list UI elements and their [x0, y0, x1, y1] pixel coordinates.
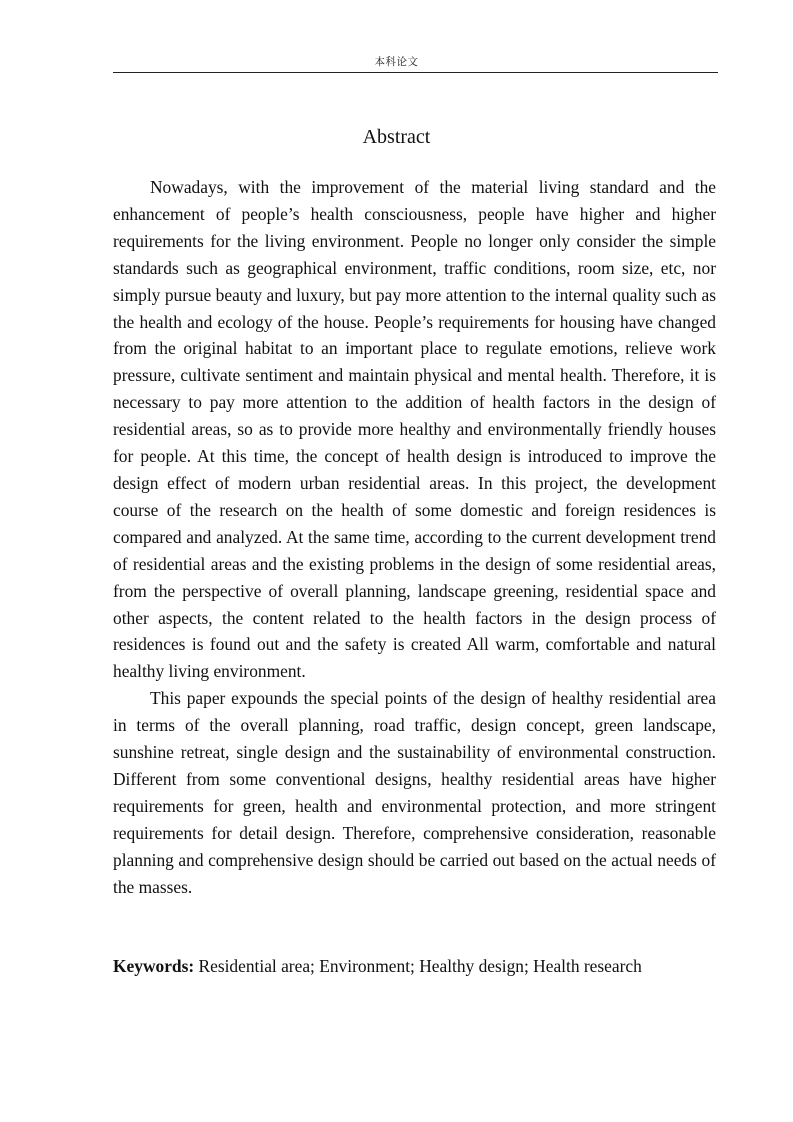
- running-header: 本科论文: [374, 56, 419, 68]
- abstract-body: [113, 174, 716, 900]
- abstract-paragraph-2: This paper expounds the special points of the design of healthy residential area in terms of the overall planning, road traffic, design concept, green landscape, sunshine retreat, single design and the sustainability of environmental construction. Different from some conventional designs, healthy residential areas have higher requirements for green, health and environmental protection, and more stringent requirements for detail design. Therefore, comprehensive consideration, reasonable planning and comprehensive design should be carried out based on the actual needs of the masses.: [113, 688, 716, 897]
- abstract-title: Abstract: [362, 126, 431, 148]
- header-divider: [113, 72, 718, 73]
- keywords-text: Residential area; Environment; Healthy design; Health research: [194, 956, 642, 976]
- keywords-line: [113, 953, 723, 979]
- keywords-label: Keywords:: [113, 956, 195, 976]
- abstract-paragraph-1: Nowadays, with the improvement of the material living standard and the enhancement of people’s health consciousness, people have higher and higher requirements for the living environment. People no longer only consider the simple standards such as geographical environment, traffic conditions, room size, etc, nor simply pursue beauty and luxury, but pay more attention to the internal quality such as the health and ecology of the house. People’s requirements for housing have changed from the original habitat to an important place to regulate emotions, relieve work pressure, cultivate sentiment and maintain physical and mental health. Therefore, it is necessary to pay more attention to the addition of health factors in the design of residential areas, so as to provide more healthy and environmentally friendly houses for people. At this time, the concept of health design is introduced to improve the design effect of modern urban residential areas. In this project, the development course of the research on the health of some domestic and foreign residences is compared and analyzed. At the same time, according to the current development trend of residential areas and the existing problems in the design of some residential areas, from the perspective of overall planning, landscape greening, residential space and other aspects, the content related to the health factors in the design process of residences is found out and the safety is created All warm, comfortable and natural healthy living environment.: [113, 177, 716, 682]
